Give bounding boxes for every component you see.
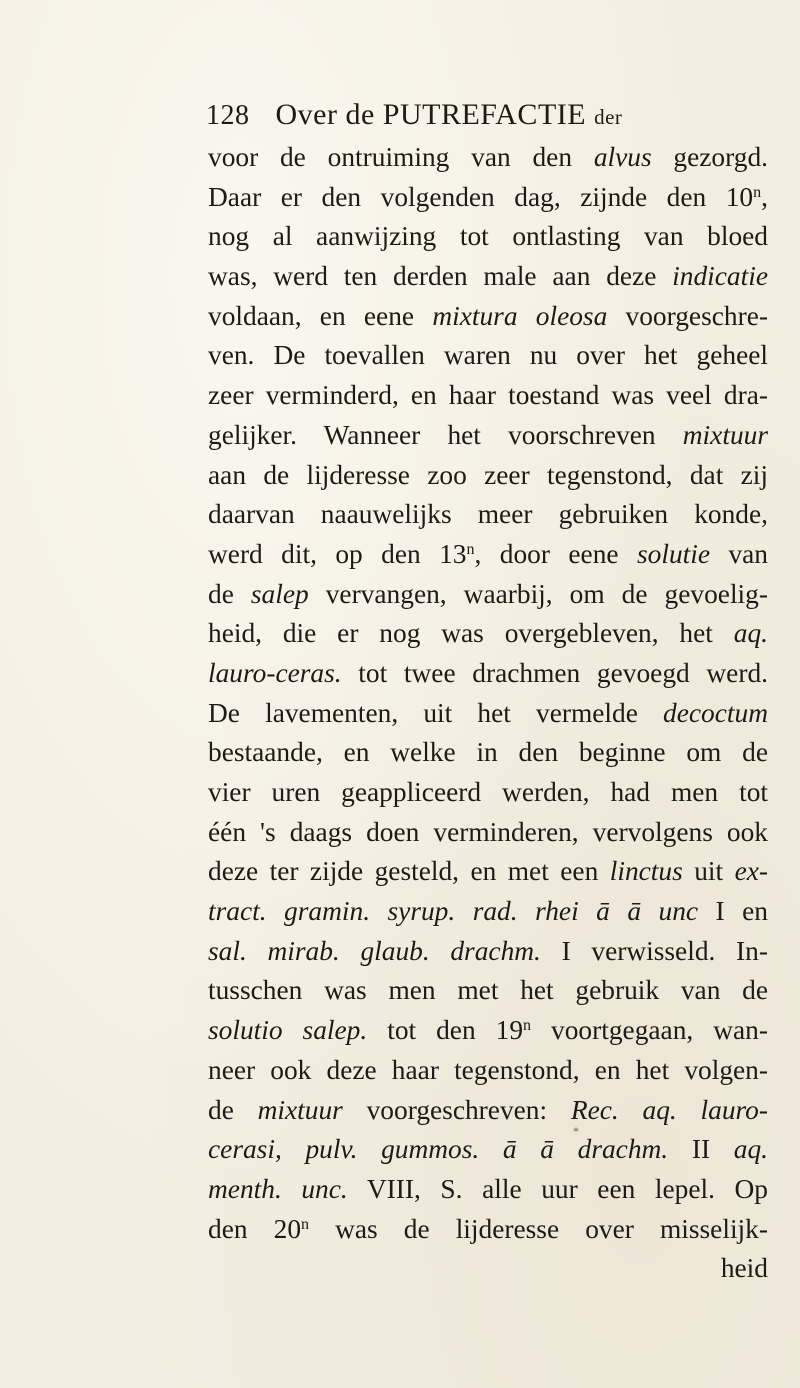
text-run: De lavementen, uit het vermelde [208,697,664,728]
text-line [208,336,768,376]
italic-term: mixtura oleosa [432,300,608,331]
running-header [206,98,622,132]
page-number: 128 [206,100,250,131]
ordinal-superscript: n [523,1017,532,1035]
italic-term: solutie [636,538,711,569]
italic-term: decoctum [663,697,768,728]
text-run: VIII, S. alle uur een lepel. Op [347,1173,769,1204]
text-line [208,614,768,654]
text-line [208,138,768,178]
text-run: voortgegaan, wan- [531,1015,768,1046]
text-run: bestaande, en welke in den beginne om de [208,737,768,768]
text-line [208,495,768,535]
text-line [208,416,768,456]
text-run: den 20 [208,1213,302,1244]
text-line [208,575,768,615]
text-line [208,257,768,297]
text-line [208,733,768,773]
text-run: heid, die er nog was overgebleven, het [208,618,734,649]
text-run: tot twee drachmen gevoegd werd. [341,657,768,688]
text-line [208,1091,768,1131]
header-title-part2: PUTREFACTIE [382,98,595,131]
ordinal-superscript: n [466,540,475,558]
text-line [208,376,768,416]
text-run: werd dit, op den 13 [208,538,467,569]
italic-term: lauro-ceras. [208,657,342,688]
text-run: één 's daags doen verminderen, vervolgens ook [208,816,768,847]
text-run: II [668,1134,734,1165]
text-line [208,1130,768,1170]
text-line [208,654,768,694]
text-run: voldaan, en eene [208,300,433,331]
text-run: , door eene [474,538,637,569]
text-run: vervangen, waarbij, om de gevoelig- [308,578,768,609]
italic-term: indicatie [672,261,768,292]
ordinal-superscript: n [301,1215,310,1233]
header-title-part1: Over de [275,98,383,131]
text-line [208,297,768,337]
text-run: , [761,181,768,212]
text-run: aan de lijderesse zoo zeer tegenstond, dat zij [208,459,768,490]
italic-term: salep [250,578,309,609]
text-run: tot den 19 [367,1015,524,1046]
text-run: voorgeschreven: [342,1094,571,1125]
text-run: de [208,1094,258,1125]
text-run: neer ook deze haar tegenstond, en het volgen- [208,1054,768,1085]
italic-term: cerasi, pulv. gummos. ā ā drachm. [208,1134,669,1165]
text-run: voorgeschre- [607,300,768,331]
text-line [208,535,768,575]
signature-mark: * [573,1124,579,1138]
text-line [208,971,768,1011]
text-line [208,932,768,972]
italic-term: linctus [609,856,683,887]
text-run: de [208,578,251,609]
italic-term: mixtuur [682,419,768,450]
text-line [208,694,768,734]
text-run: was, werd ten derden male aan deze [208,261,673,292]
ordinal-superscript: n [753,183,762,201]
text-line [208,813,768,853]
text-run: zeer verminderd, en haar toestand was veel dra- [208,380,768,411]
text-run: deze ter zijde gesteld, en met een [208,856,610,887]
italic-term: Rec. aq. lauro- [570,1094,769,1125]
italic-term: solutio salep. [208,1015,368,1046]
text-run: ven. De toevallen waren nu over het geheel [208,340,768,371]
text-line [208,456,768,496]
text-line [208,852,768,892]
italic-term: tract. gramin. syrup. rad. rhei ā ā unc [208,896,699,927]
text-line [208,1170,768,1210]
text-run: tusschen was men met het gebruik van de [208,975,768,1006]
text-line [208,217,768,257]
text-run: uit [682,856,735,887]
text-run: heid [720,1253,768,1284]
italic-term: ex- [734,856,768,887]
text-run: nog al aanwijzing tot ontlasting van bloed [208,221,768,252]
italic-term: aq. [733,618,768,649]
text-run: I verwisseld. In- [540,935,768,966]
body-text [208,138,768,1289]
text-line [208,892,768,932]
text-run: gezorgd. [651,142,768,172]
italic-term: mixtuur [257,1094,343,1125]
text-run: gelijker. Wanneer het voorschreven [208,419,683,450]
italic-term: aq. [733,1134,768,1165]
text-line [208,773,768,813]
text-run: daarvan naauwelijks meer gebruiken konde, [208,499,768,530]
text-run: I en [698,896,768,927]
text-line [208,1210,768,1250]
text-line [208,1051,768,1091]
italic-term: alvus [593,142,652,172]
text-run: vier uren geappliceerd werden, had men tot [208,777,768,807]
text-line [208,1249,768,1289]
text-run: was de lijderesse over misselijk- [309,1213,768,1244]
text-line [208,1011,768,1051]
italic-term: menth. unc. [208,1173,348,1204]
italic-term: sal. mirab. glaub. drachm. [208,935,541,966]
header-title-part3: der [594,105,623,129]
text-run: Daar er den volgenden dag, zijnde den 10 [208,181,754,212]
text-line [208,178,768,218]
text-run: van [710,538,768,569]
text-run: voor de ontruiming van den [208,142,594,172]
